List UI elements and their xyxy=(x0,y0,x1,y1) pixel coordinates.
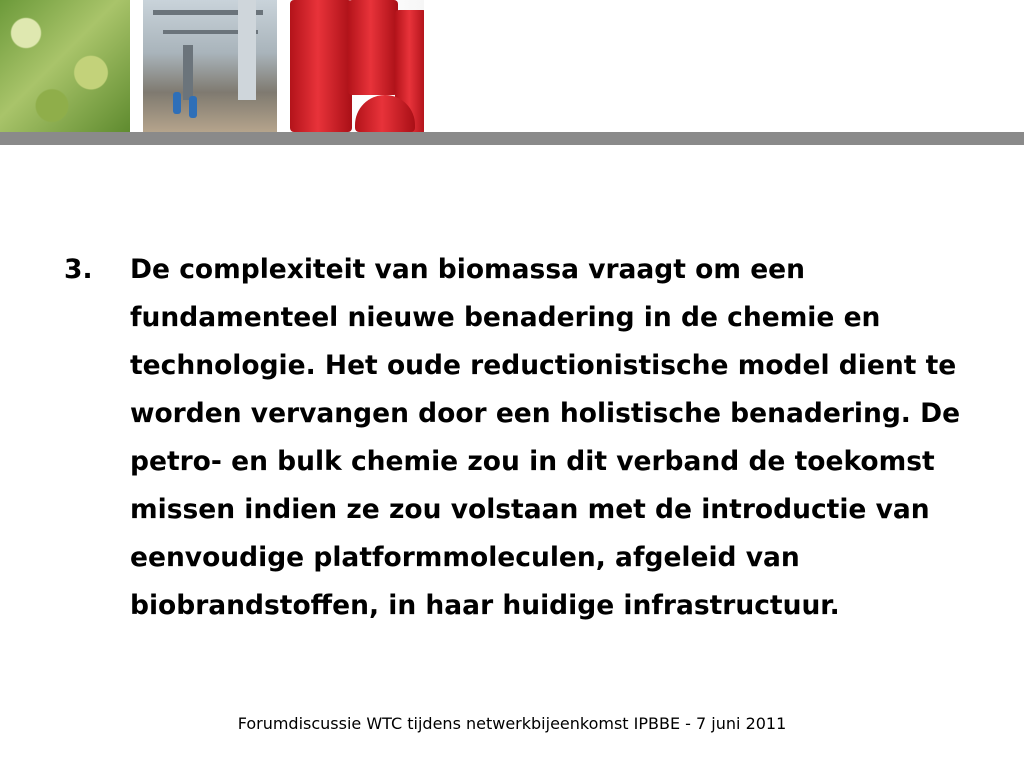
header-image-strip xyxy=(0,0,424,132)
item-number: 3. xyxy=(64,254,93,285)
plant-photo xyxy=(0,0,130,132)
red-tubes-photo xyxy=(290,0,424,132)
header-divider-bar xyxy=(0,132,1024,145)
item-text: De complexiteit van biomassa vraagt om een fundamenteel nieuwe benadering in de chemie en technologie. Het oude reductionistische model dient te worden vervangen door een holistische benadering. De petro- en bulk chemie zou in dit verband de toekomst missen indien ze zou volstaan met de introductie van eenvoudige platformmoleculen, afgeleid van biobrandstoffen, in haar huidige infrastructuur. xyxy=(130,254,961,621)
slide-footer: Forumdiscussie WTC tijdens netwerkbijeenkomst IPBBE - 7 juni 2011 xyxy=(237,714,787,733)
numbered-statement xyxy=(64,246,984,630)
factory-photo xyxy=(143,0,277,132)
